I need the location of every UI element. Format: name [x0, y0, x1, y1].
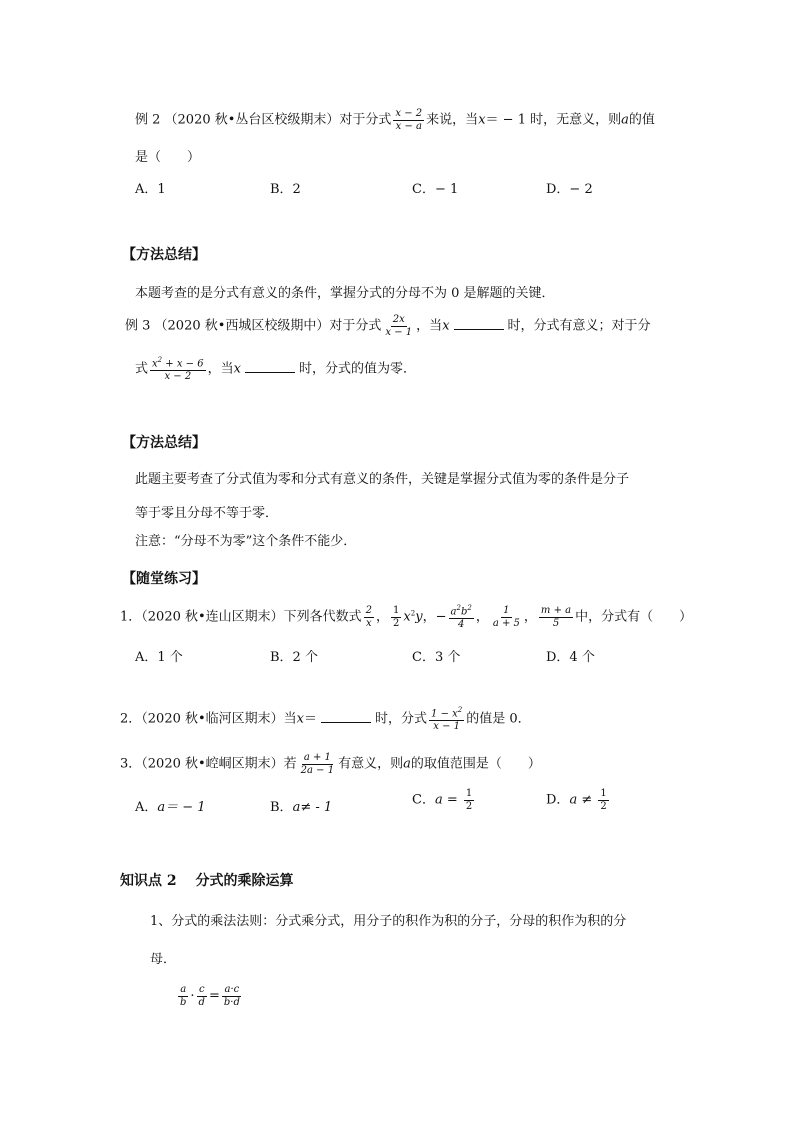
q3-c-frac — [464, 788, 474, 812]
q2-f-num-text: 1 − x — [431, 708, 458, 720]
q2-tail: 的值是 0． — [466, 711, 531, 727]
kp2-formula — [176, 984, 244, 1008]
method-summary-heading-2: 【方法总结】 — [122, 435, 206, 451]
ex2-x: x — [478, 112, 486, 128]
q3-c-label: C． — [412, 792, 435, 808]
q3-fraction — [299, 752, 336, 776]
q1-fd-den: a + 5 — [492, 617, 520, 629]
formula-result-num — [222, 984, 241, 997]
q3-mid: 有意义，则 — [338, 756, 404, 772]
ex3-blank-1[interactable] — [454, 317, 504, 330]
ex3-mid2: 时，分式有意义；对于分 — [507, 318, 651, 334]
ex2-prefix: 例 2 （2020 秋•丛台区校级期末）对于分式 — [135, 112, 392, 128]
q1-fb-y: y — [415, 609, 423, 625]
ex3-line2-tail: 时，分式的值为零． — [298, 361, 416, 377]
q2-eq: ＝ — [304, 711, 318, 727]
q3-c-num: 1 — [465, 788, 473, 799]
q1-fb-den: 2 — [393, 617, 400, 629]
q1-frac-b — [391, 605, 401, 629]
ex3-f1-num: 2x — [392, 314, 405, 325]
q2-prefix: 2．（2020 秋•临河区期末）当 — [120, 711, 297, 727]
ex3-line2-mid: ，当 — [207, 361, 234, 377]
method-summary-text-1: 本题考查的是分式有意义的条件，掌握分式的分母不为 0 是解题的关键． — [135, 286, 555, 301]
q2-mid: 时，分式 — [375, 711, 428, 727]
ex2-option-c: C．− 1 — [412, 182, 459, 197]
ex2-frac-den: x − a — [395, 120, 422, 132]
q1-frac-c — [449, 604, 474, 630]
q1-fc-num: $a^2b^2$ — [450, 604, 472, 618]
formula-rd-d: d — [233, 996, 240, 1008]
q3-d-expr: a ≠ — [569, 792, 597, 808]
ex2-option-b: B．2 — [270, 182, 301, 197]
practice-q3 — [120, 752, 541, 776]
ex2-frac-num: x − 2 — [395, 108, 423, 119]
formula-result-den — [222, 997, 242, 1009]
ex2-option-d: D．− 2 — [546, 182, 593, 197]
q3-prefix: 3．（2020 秋•崆峒区期末）若 — [120, 756, 297, 772]
formula-a: a — [180, 984, 187, 995]
q1-prefix: 1．（2020 秋•连山区期末）下列各代数式 — [120, 609, 362, 625]
formula-rd-dot: · — [230, 996, 234, 1008]
ex3-mid1: ，当 — [416, 318, 443, 334]
ex2-fraction — [393, 108, 424, 132]
q3-d-den: 2 — [600, 800, 607, 812]
ex2-tail: 的值 — [628, 112, 655, 128]
formula-frac-ab — [178, 984, 188, 1008]
method-summary-2-line3: 注意：“分母不为零”这个条件不能少． — [135, 534, 357, 549]
q1-frac-d — [491, 605, 522, 629]
q3-option-c — [412, 788, 476, 812]
formula-b: b — [180, 996, 187, 1008]
ex3-f2-den: x − 2 — [164, 370, 192, 382]
q1-option-b: B．2 个 — [270, 650, 318, 665]
ex3-fraction-2 — [150, 356, 206, 382]
q3-f-den: 2a − 1 — [300, 764, 335, 776]
ex2-cond: ＝ − 1 时，无意义，则 — [485, 112, 622, 128]
example-3-line1 — [125, 314, 651, 338]
practice-heading: 【随堂练习】 — [122, 571, 206, 587]
q3-c-expr: a = — [434, 792, 462, 808]
ex3-x: x — [442, 318, 450, 334]
q2-blank[interactable] — [321, 710, 371, 723]
q1-neg: ，− — [422, 609, 447, 625]
q3-d-num: 1 — [600, 788, 607, 799]
ex3-fraction-1 — [383, 314, 414, 338]
knowledge-point-2-heading: 知识点 2 分式的乘除运算 — [120, 873, 294, 889]
method-summary-heading-1: 【方法总结】 — [122, 247, 206, 263]
formula-rn-dot: · — [230, 984, 234, 995]
formula-dot-1: · — [190, 988, 195, 1004]
q3-a: a — [403, 756, 411, 772]
q2-x: x — [296, 711, 304, 727]
q1-frac-e — [539, 605, 573, 629]
kp2-rule-line2: 母． — [150, 952, 177, 967]
formula-d: d — [198, 996, 205, 1008]
q2-f-num: $1 - x^2$ — [431, 706, 463, 720]
example-2-line1 — [135, 108, 655, 132]
q3-option-b — [270, 796, 332, 815]
q3-a-label: A． — [135, 800, 158, 815]
ex3-blank-2[interactable] — [245, 360, 295, 373]
q3-b-label: B． — [270, 800, 293, 815]
example-3-line2 — [135, 356, 416, 382]
q1-frac-a — [364, 605, 374, 629]
formula-frac-result — [222, 984, 242, 1008]
q1-fb-x: x — [403, 609, 411, 625]
formula-rn-c: c — [233, 984, 240, 995]
q2-f-den: x − 1 — [433, 720, 461, 732]
q1-fe-num: m + a — [540, 605, 572, 617]
q1-option-d: D．4 个 — [546, 650, 595, 665]
ex3-x-2: x — [233, 361, 241, 377]
ex3-line2-prefix: 式 — [135, 361, 149, 377]
q1-fd-num: 1 — [503, 605, 510, 617]
formula-frac-cd — [197, 984, 207, 1008]
kp2-rule-line1: 1、分式的乘法法则：分式乘分式，用分子的积作为积的分子，分母的积作为积的分 — [150, 914, 627, 929]
q1-fa-num: 2 — [365, 605, 373, 617]
method-summary-2-line1: 此题主要考查了分式值为零和分式有意义的条件，关键是掌握分式值为零的条件是分子 — [135, 472, 630, 487]
q1-comma-2: ， — [523, 609, 537, 625]
ex2-middle: 来说，当 — [426, 112, 479, 128]
q1-tail: 中，分式有（ ） — [575, 609, 693, 625]
formula-rd-b: b — [223, 996, 231, 1008]
q3-c-den: 2 — [465, 800, 473, 812]
ex3-f2-num-a: x — [152, 358, 158, 370]
q3-a-expr: a＝ − 1 — [157, 800, 206, 815]
formula-rn-a: a — [224, 984, 231, 995]
q1-sep: ， — [376, 609, 390, 625]
q3-f-num: a + 1 — [303, 752, 331, 763]
practice-q2 — [120, 706, 531, 732]
q3-option-a — [135, 796, 206, 815]
ex2-option-a: A．1 — [135, 182, 166, 197]
example-2-line2: 是（ ） — [135, 150, 201, 165]
q1-fc-den: 4 — [457, 618, 465, 630]
method-summary-2-line2: 等于零且分母不等于零． — [135, 506, 279, 521]
q2-fraction — [429, 706, 464, 732]
q3-tail: 的取值范围是（ ） — [410, 756, 541, 772]
q1-comma-1: ， — [475, 609, 489, 625]
formula-eq: = — [208, 988, 220, 1004]
formula-c: c — [198, 984, 205, 995]
q3-b-expr: a≠ - 1 — [292, 800, 333, 815]
ex3-f2-num: $x^2 + x - 6$ — [152, 356, 204, 370]
q1-option-c: C．3 个 — [412, 650, 461, 665]
q3-d-label: D． — [546, 792, 570, 808]
ex2-a: a — [621, 112, 629, 128]
ex3-f1-den: x − 1 — [385, 326, 413, 338]
q1-option-a: A．1 个 — [135, 650, 183, 665]
ex3-prefix: 例 3 （2020 秋•西城区校级期中）对于分式 — [125, 318, 382, 334]
q1-fa-den: x — [366, 617, 372, 629]
practice-q1: 1．（2020 秋•连山区期末）下列各代数式 $\frac{2}{x}$ ， $\frac{1}{2}$ $x^2y$，− $\frac{a^2b^2}{4}$ ， $\frac{1}{a + 5}$ ， $\frac{m + a}{5}$ 中，分式有（ ） — [120, 604, 693, 630]
ex3-f2-num-b: + x − 6 — [162, 358, 204, 370]
q3-option-d — [546, 788, 611, 812]
q1-fb-num: 1 — [393, 605, 400, 617]
q1-fe-den: 5 — [552, 617, 560, 629]
q3-d-frac — [598, 788, 608, 812]
